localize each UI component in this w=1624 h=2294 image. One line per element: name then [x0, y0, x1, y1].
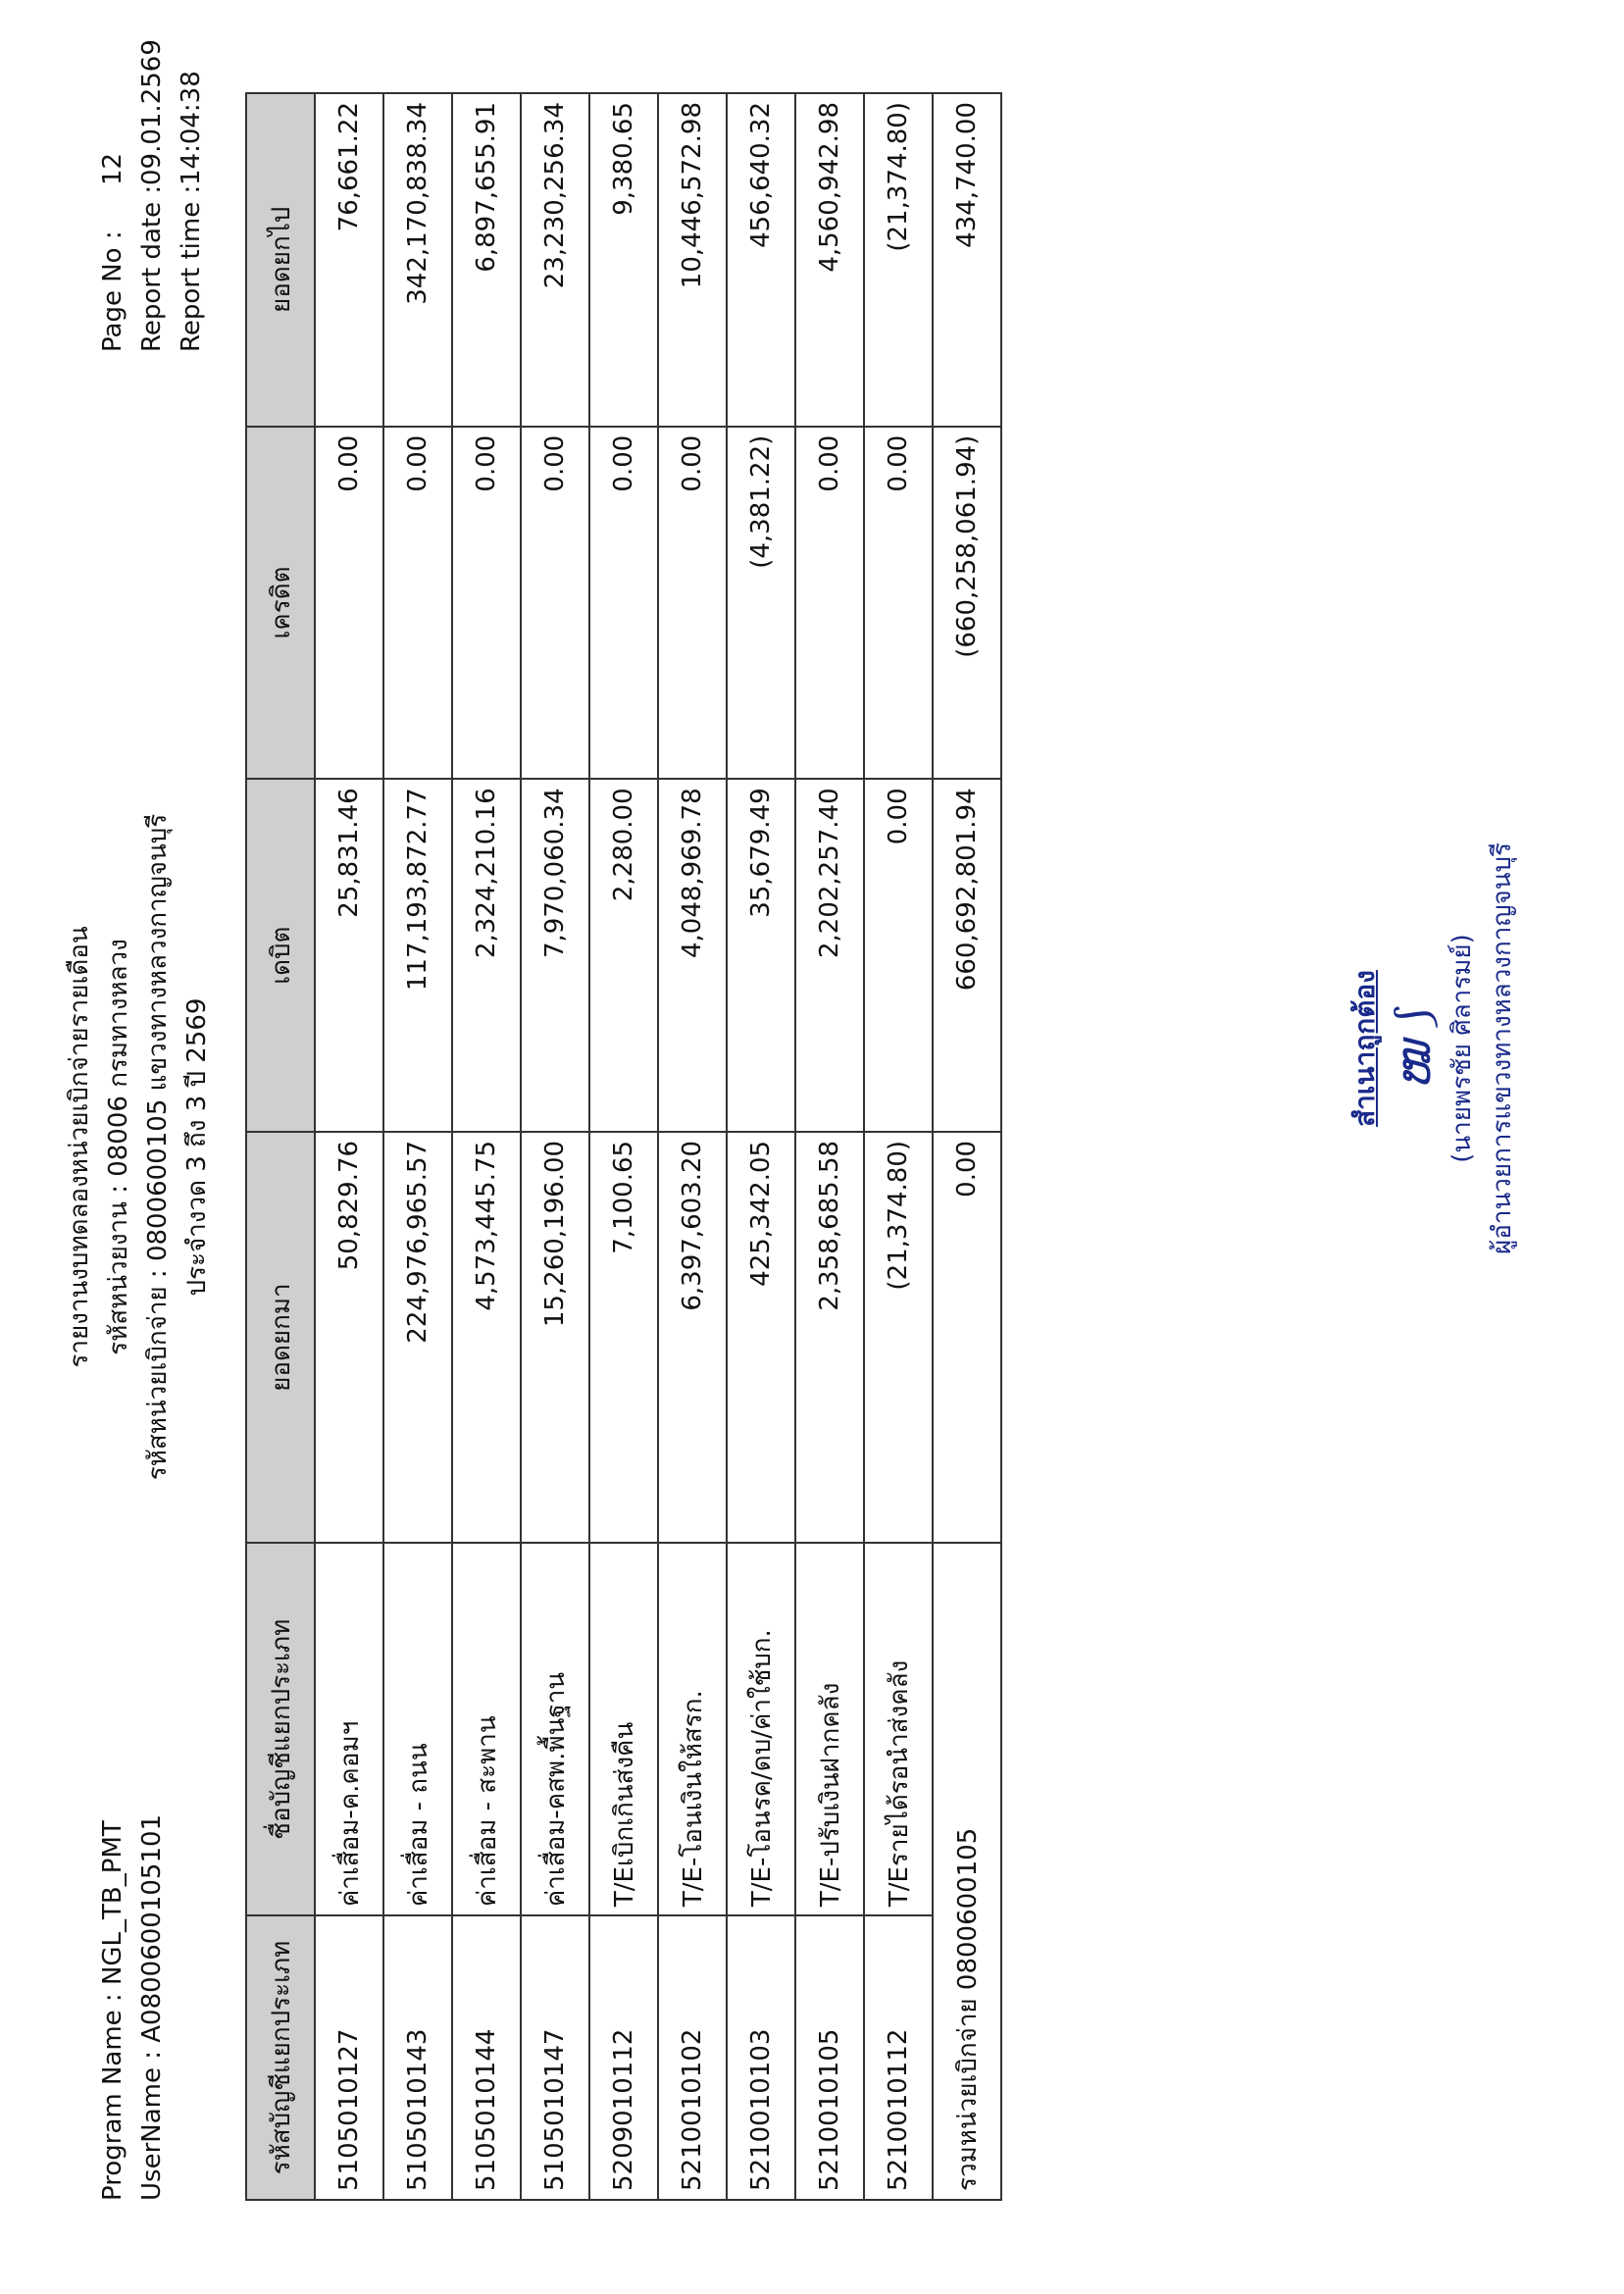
total-debit: 660,692,801.94 — [933, 779, 1001, 1132]
account-code: 5105010144 — [452, 1915, 521, 2200]
account-code: 5105010127 — [315, 1915, 383, 2200]
debit: 4,048,969.78 — [658, 779, 727, 1132]
opening-balance: 50,829.76 — [315, 1132, 383, 1543]
debit: 2,280.00 — [589, 779, 658, 1132]
total-credit: (660,258,061.94) — [933, 427, 1001, 780]
credit: 0.00 — [589, 427, 658, 780]
table-row — [864, 93, 933, 2200]
certification-block — [1344, 793, 1522, 1303]
opening-balance: 224,976,965.57 — [383, 1132, 452, 1543]
closing-balance: 76,661.22 — [315, 93, 383, 427]
closing-balance: 342,170,838.34 — [383, 93, 452, 427]
col-closing-balance: ยอดยกไป — [246, 93, 315, 427]
col-debit: เดบิต — [246, 779, 315, 1132]
table-header-row — [246, 93, 315, 2200]
closing-balance: 6,897,655.91 — [452, 93, 521, 427]
table-row — [589, 93, 658, 2200]
debit: 117,193,872.77 — [383, 779, 452, 1132]
account-code: 5210010102 — [658, 1915, 727, 2200]
closing-balance: 10,446,572.98 — [658, 93, 727, 427]
report-date-label: Report date : — [137, 184, 167, 352]
total-closing-balance: 434,740.00 — [933, 93, 1001, 427]
user-name: UserName : A0800600105101 — [137, 1813, 167, 2201]
total-label: รวมหน่วยเบิกจ่าย 0800600105 — [933, 1543, 1001, 2200]
account-name: T/E-โอนรค/ดบ/ค่าใช้บก. — [727, 1543, 795, 1915]
trial-balance-table — [245, 92, 1002, 2201]
total-opening-balance: 0.00 — [933, 1132, 1001, 1543]
report-time: 14:04:38 — [177, 71, 206, 185]
closing-balance: 4,560,942.98 — [795, 93, 864, 427]
account-name: ค่าเสื่อม-ค.คอมฯ — [315, 1543, 383, 1915]
table-row — [315, 93, 383, 2200]
account-name: ค่าเสื่อม - สะพาน — [452, 1543, 521, 1915]
closing-balance: 23,230,256.34 — [521, 93, 589, 427]
debit: 25,831.46 — [315, 779, 383, 1132]
credit: 0.00 — [452, 427, 521, 780]
credit: 0.00 — [521, 427, 589, 780]
signer-name: (นายพรชัย ศิลารมย์) — [1447, 934, 1477, 1163]
col-account-name: ชื่อบัญชีแยกประเภท — [246, 1543, 315, 1915]
table-row — [521, 93, 589, 2200]
table-row — [383, 93, 452, 2200]
table-row — [452, 93, 521, 2200]
closing-balance: 456,640.32 — [727, 93, 795, 427]
credit: 0.00 — [795, 427, 864, 780]
account-code: 5105010143 — [383, 1915, 452, 2200]
program-name: Program Name : NGL_TB_PMT — [98, 1820, 127, 2201]
debit: 2,324,210.16 — [452, 779, 521, 1132]
account-code: 5210010105 — [795, 1915, 864, 2200]
closing-balance: 9,380.65 — [589, 93, 658, 427]
opening-balance: 425,342.05 — [727, 1132, 795, 1543]
col-opening-balance: ยอดยกมา — [246, 1132, 315, 1543]
account-code: 5105010147 — [521, 1915, 589, 2200]
report-time-label: Report time : — [177, 184, 206, 352]
account-name: ค่าเสื่อม - ถนน — [383, 1543, 452, 1915]
debit: 2,202,257.40 — [795, 779, 864, 1132]
account-code: 5209010112 — [589, 1915, 658, 2200]
account-code: 5210010103 — [727, 1915, 795, 2200]
report-date: 09.01.2569 — [137, 39, 167, 185]
opening-balance: 15,260,196.00 — [521, 1132, 589, 1543]
credit: 0.00 — [315, 427, 383, 780]
closing-balance: (21,374.80) — [864, 93, 933, 427]
total-row — [933, 93, 1001, 2200]
disbursing-unit: รหัสหน่วยเบิกจ่าย : 0800600105 แขวงทางหลวงกาญจนบุรี — [143, 813, 173, 1481]
opening-balance: 4,573,445.75 — [452, 1132, 521, 1543]
credit: 0.00 — [658, 427, 727, 780]
account-name: ค่าเสื่อม-คสพ.พื้นฐาน — [521, 1543, 589, 1915]
credit: 0.00 — [864, 427, 933, 780]
table-row — [727, 93, 795, 2200]
report-title: รายงานงบทดลองหน่วยเบิกจ่ายรายเดือน — [65, 926, 94, 1368]
col-credit: เครดิต — [246, 427, 315, 780]
col-account-code: รหัสบัญชีแยกประเภท — [246, 1915, 315, 2200]
signer-title: ผู้อำนวยการแขวงทางหลวงกาญจนบุรี — [1488, 842, 1517, 1254]
page-no: 12 — [98, 152, 127, 185]
account-name: T/Eรายได้รอนำส่งคลัง — [864, 1543, 933, 1915]
debit: 7,970,060.34 — [521, 779, 589, 1132]
account-code: 5210010112 — [864, 1915, 933, 2200]
certified-true-copy-stamp: สำเนาถูกต้อง — [1348, 970, 1381, 1127]
debit: 0.00 — [864, 779, 933, 1132]
report-period: ประจำงวด 3 ถึง 3 ปี 2569 — [182, 997, 212, 1297]
account-name: T/E-โอนเงินให้สรก. — [658, 1543, 727, 1915]
credit: 0.00 — [383, 427, 452, 780]
opening-balance: 2,358,685.58 — [795, 1132, 864, 1543]
opening-balance: 7,100.65 — [589, 1132, 658, 1543]
table-row — [658, 93, 727, 2200]
opening-balance: (21,374.80) — [864, 1132, 933, 1543]
table-row — [795, 93, 864, 2200]
account-name: T/E-ปรับเงินฝากคลัง — [795, 1543, 864, 1915]
page-no-label: Page No : — [98, 230, 127, 352]
agency-code: รหัสหน่วยงาน : 08006 กรมทางหลวง — [104, 939, 133, 1355]
credit: (4,381.22) — [727, 427, 795, 780]
opening-balance: 6,397,603.20 — [658, 1132, 727, 1543]
debit: 35,679.49 — [727, 779, 795, 1132]
account-name: T/Eเบิกเกินส่งคืน — [589, 1543, 658, 1915]
handwritten-signature: ໝ ⟆ — [1387, 1007, 1442, 1090]
